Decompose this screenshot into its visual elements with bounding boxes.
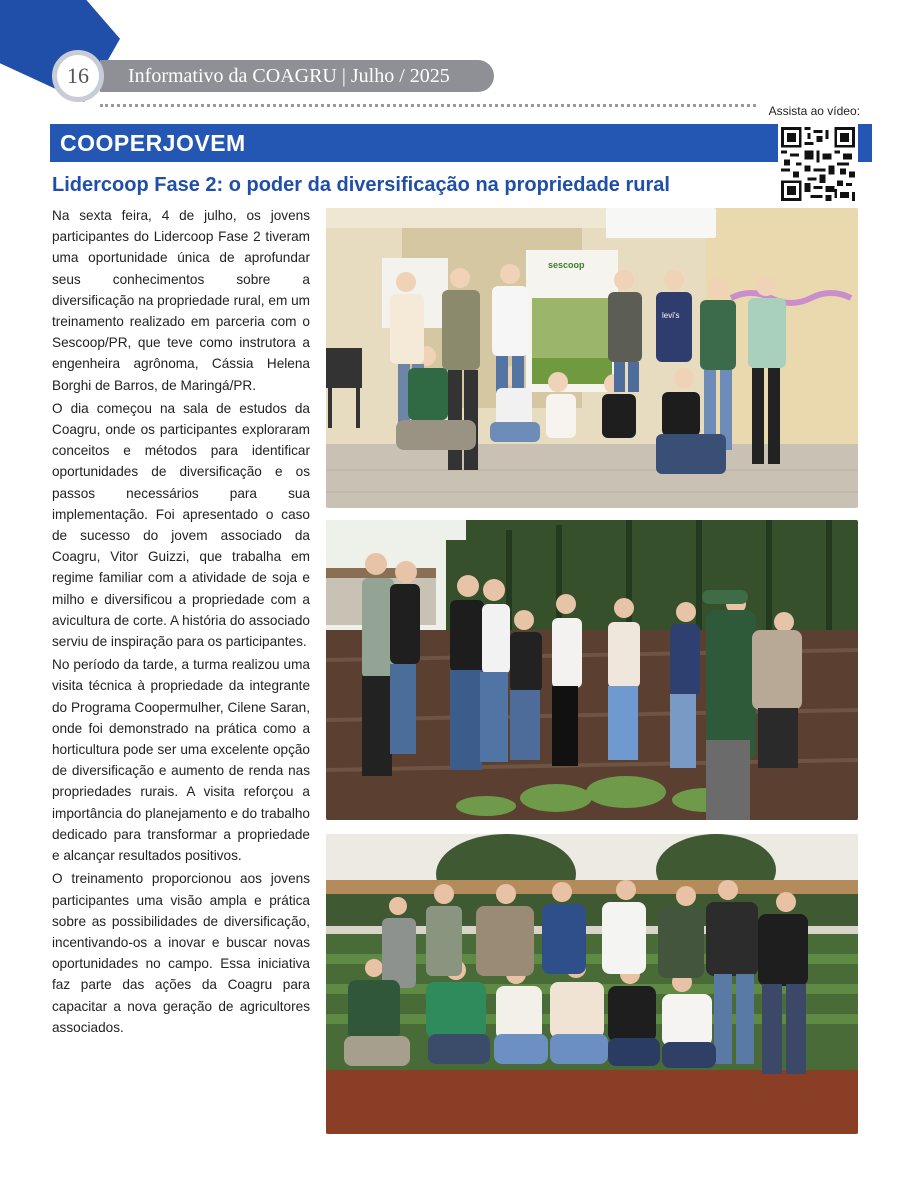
dotted-divider <box>100 104 756 107</box>
article-paragraph: O treinamento proporcionou aos jovens participantes uma visão ampla e prática sobre as possibilidades de diversificação, incentivando-os a inovar e buscar novas oportunidades no campo. Essa iniciativa faz parte das ações da Coagru para capacitar a nova geração de agricultores associados. <box>52 871 310 1035</box>
page-number: 16 <box>52 50 104 102</box>
article-paragraph: O dia começou na sala de estudos da Coagru, onde os participantes exploraram conceitos e métodos para identificar oportunidades de diversificação e os passos necessários para sua implementação. Foi apresentado o caso de sucesso do jovem associado da Coagru, Vitor Guizzi, que trabalha em regime familiar com a atividade de soja e milho e diversificou a propriedade com a avicultura de corte. A história do associado serviu de inspiração para os participantes. <box>52 400 310 650</box>
article-paragraph: No período da tarde, a turma realizou uma visita técnica à propriedade da integrante do Programa Coopermulher, Cilene Saran, onde foi demonstrado na prática como a horticultura pode ser uma excelente opção de diversificação e aumento de renda nas propriedades rurais. A visita reforçou a importância do planejamento e do trabalho dedicado para transformar a propriedade e alcançar resultados positivos. <box>52 657 310 864</box>
shirt-text: levi's <box>662 311 680 320</box>
article-headline: Lidercoop Fase 2: o poder da diversificação na propriedade rural <box>52 174 670 196</box>
photo-field-group <box>326 520 858 820</box>
photo-classroom-group <box>326 208 858 508</box>
article-paragraph: Na sexta feira, 4 de julho, os jovens participantes do Lidercoop Fase 2 tiveram uma oportunidade única de aprofundar seus conhecimentos sobre a diversificação na propriedade rural, em um treinamento realizado em parceria com o Sescoop/PR, que teve como instrutora a engenheira agrônoma, Cássia Helena Borghi de Barros, de Maringá/PR. <box>52 208 310 393</box>
section-title: COOPERJOVEM <box>60 129 246 156</box>
publication-title: Informativo da COAGRU | Julho / 2025 <box>128 64 450 87</box>
qr-label: Assista ao vídeo: <box>768 104 860 118</box>
section-title-bar <box>50 124 872 162</box>
qr-code-icon <box>781 127 855 201</box>
publication-header <box>100 60 494 92</box>
article-body <box>52 205 310 1040</box>
qr-code[interactable] <box>778 124 858 204</box>
banner-brand: sescoop <box>548 260 585 270</box>
photo-garden-group <box>326 834 858 1134</box>
